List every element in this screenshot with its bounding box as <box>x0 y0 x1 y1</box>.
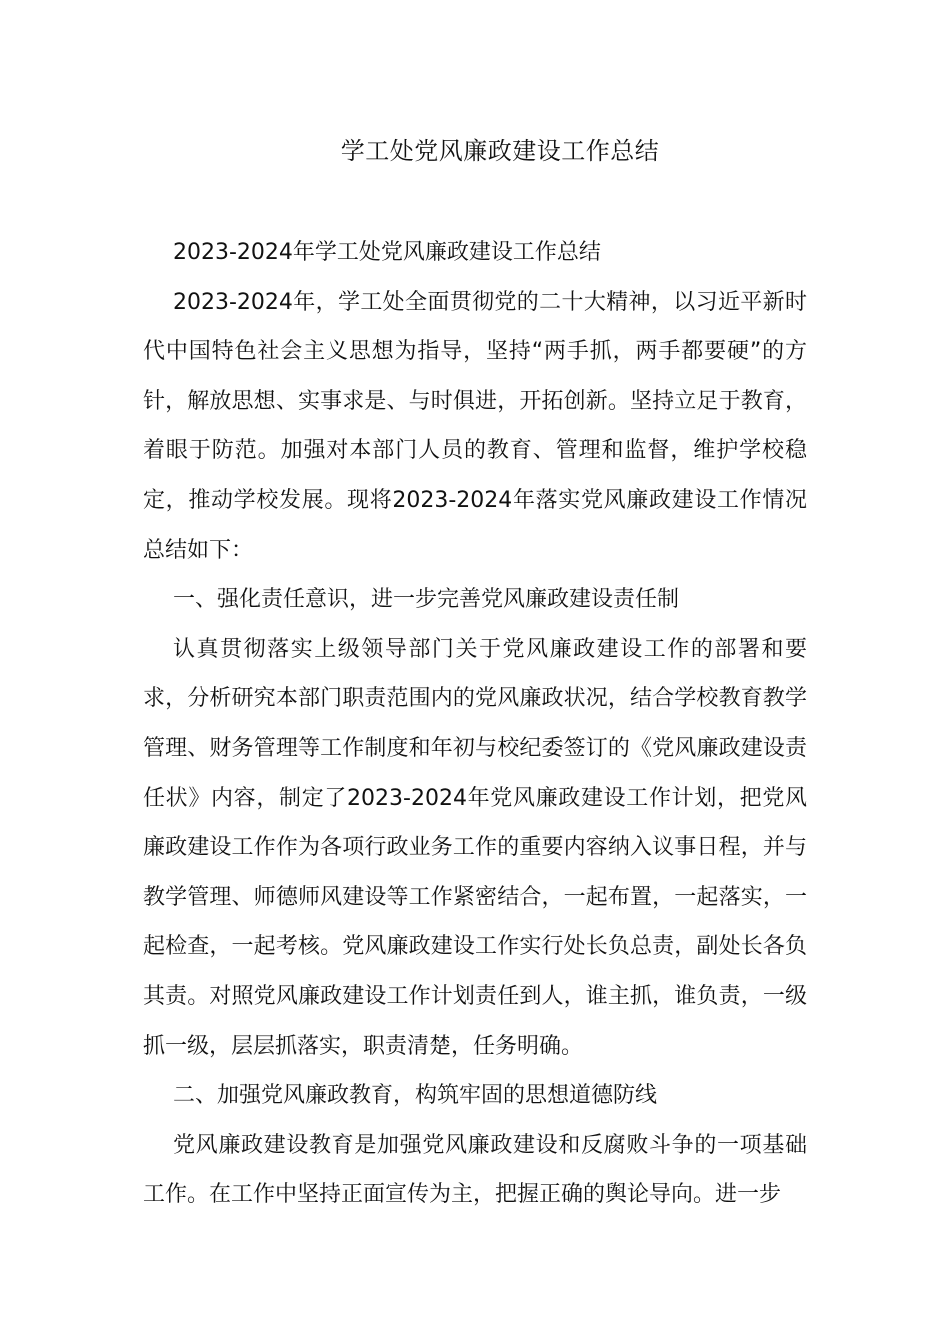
paragraph-intro: 2023-2024年，学工处全面贯彻党的二十大精神，以习近平新时代中国特色社会主义思想为指导，坚持“两手抓，两手都要硬”的方针，解放思想、实事求是、与时俱进，开拓创新。坚持立足于教育，着眼于防范。加强对本部门人员的教育、管理和监督，维护学校稳定，推动学校发展。现将2023-2024年落实党风廉政建设工作情况总结如下： <box>143 289 807 563</box>
section-heading-1: 一、强化责任意识，进一步完善党风廉政建设责任制 <box>173 587 680 613</box>
document-body <box>143 228 807 1220</box>
document-title: 学工处党风廉政建设工作总结 <box>340 137 660 165</box>
paragraph-subtitle: 2023-2024年学工处党风廉政建设工作总结 <box>173 240 601 265</box>
section-heading-2: 二、加强党风廉政教育，构筑牢固的思想道德防线 <box>173 1083 658 1109</box>
paragraph-section-1: 认真贯彻落实上级领导部门关于党风廉政建设工作的部署和要求，分析研究本部门职责范围内的党风廉政状况，结合学校教育教学管理、财务管理等工作制度和年初与校纪委签订的《党风廉政建设责任状》内容，制定了2023-2024年党风廉政建设工作计划，把党风廉政建设工作作为各项行政业务工作的重要内容纳入议事日程，并与教学管理、师德师风建设等工作紧密结合，一起布置，一起落实，一起检查，一起考核。党风廉政建设工作实行处长负总责，副处长各负其责。对照党风廉政建设工作计划责任到人，谁主抓，谁负责，一级抓一级，层层抓落实，职责清楚，任务明确。 <box>143 636 807 1059</box>
paragraph-section-2: 党风廉政建设教育是加强党风廉政建设和反腐败斗争的一项基础工作。在工作中坚持正面宣传为主，把握正确的舆论导向。进一步 <box>143 1132 807 1208</box>
